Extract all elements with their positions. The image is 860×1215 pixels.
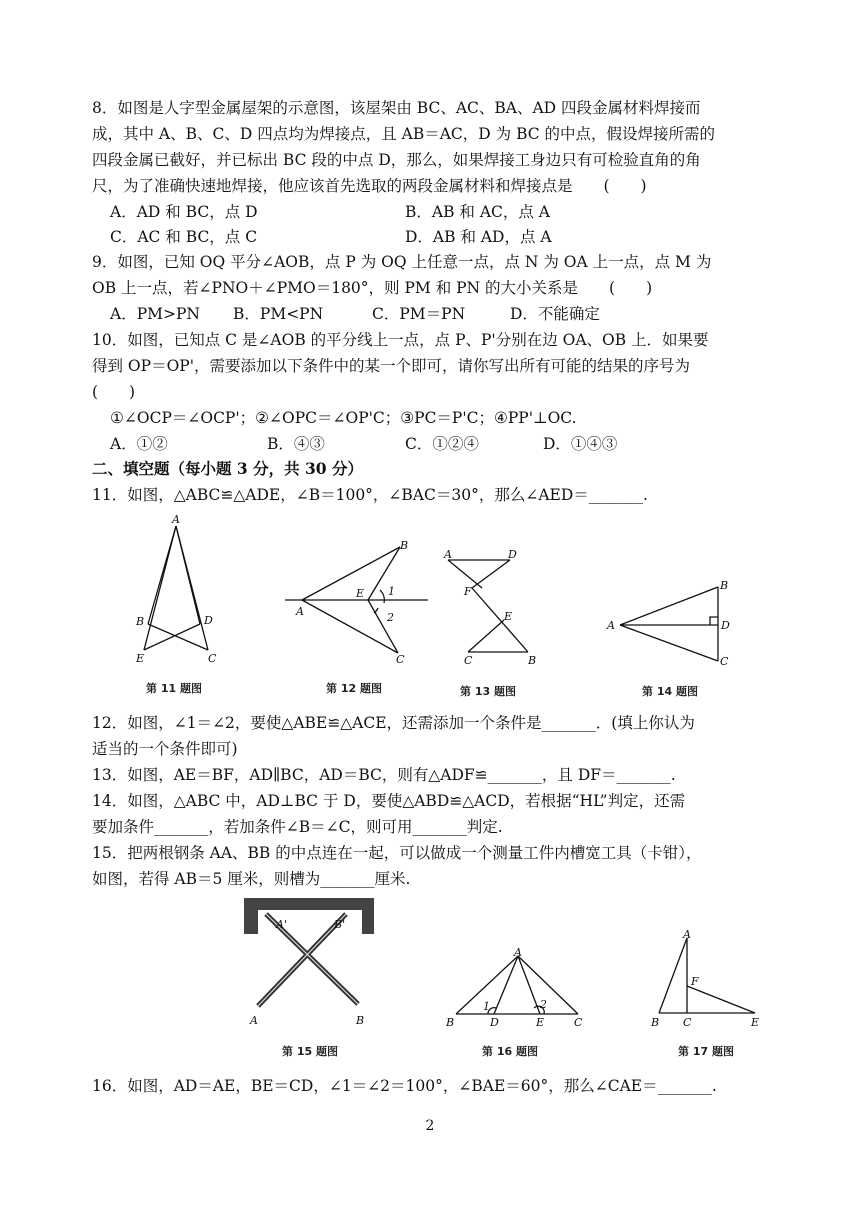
caption-fig-15: 第 15 题图 <box>282 1045 338 1058</box>
q9-line-2: OB 上一点，若∠PNO＋∠PMO＝180°，则 PM 和 PN 的大小关系是 ( ) <box>92 279 653 297</box>
f11-label-d: D <box>204 614 213 627</box>
f14-label-c: C <box>720 655 729 668</box>
q8-option-d: D．AB 和 AD，点 A <box>405 228 552 246</box>
f14-label-a: A <box>607 619 615 632</box>
q8-line-2: 成，其中 A、B、C、D 四点均为焊接点，且 AB＝AC，D 为 BC 的中点，假设焊接所需的 <box>92 125 716 143</box>
f14-label-b: B <box>720 579 729 592</box>
f16-label-a: A <box>514 946 522 959</box>
caption-fig-14: 第 14 题图 <box>642 685 698 698</box>
f16-label-1: 1 <box>483 1000 490 1013</box>
figure-13 <box>438 548 553 673</box>
q8-option-b: B．AB 和 AC，点 A <box>405 203 551 221</box>
q12-line-1: 12．如图，∠1＝∠2，要使△ABE≌△ACE，还需添加一个条件是_______．(填上你认为 <box>92 714 695 732</box>
f13-label-a: A <box>444 548 452 561</box>
caption-fig-16: 第 16 题图 <box>482 1045 538 1058</box>
f16-label-2: 2 <box>540 998 547 1011</box>
f14-label-d: D <box>721 619 730 632</box>
q11-text: 11．如图，△ABC≌△ADE，∠B＝100°，∠BAC＝30°，那么∠AED＝_______. <box>92 486 648 504</box>
f12-label-a: A <box>296 605 304 618</box>
q15-line-1: 15．把两根钢条 AA、BB 的中点连在一起，可以做成一个测量工件内槽宽工具（卡钳）， <box>92 844 702 862</box>
q9-line-1: 9．如图，已知 OQ 平分∠AOB，点 P 为 OQ 上任意一点，点 N 为 OA 上一点，点 M 为 <box>92 253 712 271</box>
f16-label-e: E <box>536 1016 545 1029</box>
f16-label-d: D <box>490 1016 499 1029</box>
figure-14 <box>600 575 745 670</box>
q10-line-2: 得到 OP＝OP'，需要添加以下条件中的某一个即可，请你写出所有可能的结果的序号为 <box>92 357 690 375</box>
figure-12 <box>280 535 430 670</box>
caption-fig-17: 第 17 题图 <box>678 1045 734 1058</box>
f16-label-b: B <box>446 1016 455 1029</box>
caption-fig-13: 第 13 题图 <box>460 685 516 698</box>
section-2-title: 二、填空题（每小题 3 分，共 30 分） <box>92 459 363 478</box>
f15-label-b-prime: B' <box>334 918 346 931</box>
q10-option-b: B．④③ <box>267 435 325 453</box>
f11-label-c: C <box>208 652 217 665</box>
q9-option-c: C．PM＝PN <box>372 305 466 323</box>
q10-line-1: 10．如图，已知点 C 是∠AOB 的平分线上一点，点 P、P'分别在边 OA、OB 上．如果要 <box>92 331 709 349</box>
q14-line-1: 14．如图，△ABC 中，AD⊥BC 于 D，要使△ABD≌△ACD，若根据“HL”判定，还需 <box>92 792 686 810</box>
q12-line-2: 适当的一个条件即可) <box>92 740 238 758</box>
f11-label-e: E <box>136 652 145 665</box>
q13-text: 13．如图，AE＝BF，AD∥BC，AD＝BC，则有△ADF≌_______，且 DF＝_______. <box>92 766 676 784</box>
q9-option-d: D．不能确定 <box>510 305 600 323</box>
q8-option-a: A．AD 和 BC，点 D <box>110 203 258 221</box>
f16-label-c: C <box>574 1016 583 1029</box>
f12-label-e: E <box>356 587 365 600</box>
q8-line-3: 四段金属已截好，并已标出 BC 段的中点 D，那么，如果焊接工身边只有可检验直角的角 <box>92 151 701 169</box>
f12-label-2: 2 <box>387 611 394 624</box>
q9-option-b: B．PM<PN <box>233 305 324 323</box>
q15-line-2: 如图，若得 AB＝5 厘米，则槽为_______厘米. <box>92 870 411 888</box>
q10-option-d: D．①④③ <box>543 435 618 453</box>
f17-label-f: F <box>691 975 699 988</box>
q8-line-1: 8．如图是人字型金属屋架的示意图，该屋架由 BC、AC、BA、AD 四段金属材料焊接而 <box>92 99 701 117</box>
figure-16 <box>440 946 590 1031</box>
q10-option-c: C．①②④ <box>405 435 479 453</box>
f11-label-b: B <box>136 615 145 628</box>
f12-label-b: B <box>400 539 409 552</box>
q8-line-4: 尺，为了准确快速地焊接，他应该首先选取的两段金属材料和焊接点是 ( ) <box>92 177 647 195</box>
f12-label-c: C <box>396 653 405 666</box>
q14-line-2: 要加条件_______，若加条件∠B＝∠C，则可用_______判定. <box>92 818 503 836</box>
page-number: 2 <box>425 1118 435 1134</box>
q10-conditions: ①∠OCP＝∠OCP'；②∠OPC＝∠OP'C；③PC＝P'C；④PP'⊥OC. <box>110 409 577 427</box>
f17-label-e: E <box>751 1016 760 1029</box>
f11-label-a: A <box>172 513 180 526</box>
q10-option-a: A．①② <box>110 435 168 453</box>
f13-label-d: D <box>508 548 517 561</box>
f15-label-b: B <box>356 1014 365 1027</box>
f15-label-a-prime: A' <box>276 918 287 931</box>
q9-option-a: A．PM>PN <box>110 305 200 323</box>
f17-label-c: C <box>683 1016 692 1029</box>
q16-text: 16．如图，AD＝AE，BE＝CD，∠1＝∠2＝100°，∠BAE＝60°，那么∠CAE＝_______. <box>92 1077 717 1095</box>
figure-15 <box>240 896 380 1031</box>
f12-label-1: 1 <box>388 585 395 598</box>
f13-label-b: B <box>528 654 537 667</box>
f15-label-a: A <box>250 1014 258 1027</box>
f13-label-e: E <box>504 610 513 623</box>
f13-label-f: F <box>464 585 472 598</box>
f17-label-b: B <box>651 1016 660 1029</box>
f17-label-a: A <box>683 928 691 941</box>
figure-17 <box>645 928 770 1033</box>
caption-fig-11: 第 11 题图 <box>146 682 202 695</box>
caption-fig-12: 第 12 题图 <box>326 682 382 695</box>
q8-option-c: C．AC 和 BC，点 C <box>110 228 258 246</box>
q10-line-3: ( ) <box>92 383 136 401</box>
f13-label-c: C <box>464 654 473 667</box>
figure-11 <box>128 512 228 672</box>
